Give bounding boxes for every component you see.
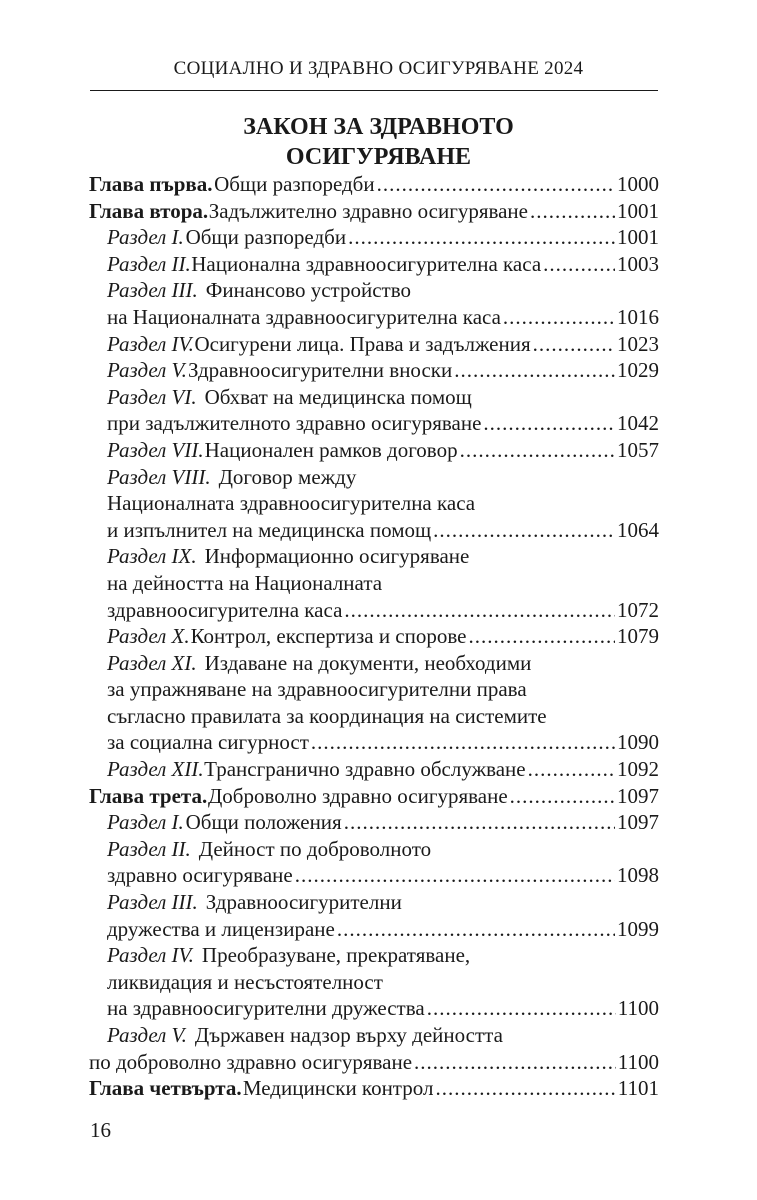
toc-page: 1001 [617,198,659,223]
toc-entry-continuation [89,729,659,756]
toc-label: Глава втора. [89,198,209,223]
toc-entry-section [89,836,659,863]
toc-entry-continuation [89,916,659,943]
toc-text: Държавен надзор върху дейността [194,1023,503,1047]
law-title-line-2: ОСИГУРЯВАНЕ [285,144,472,170]
toc-text: ликвидация и несъстоятелност [107,969,383,994]
toc-entry-continuation [89,597,659,624]
toc-label: Глава първа. [89,172,213,196]
toc-entry-section [89,437,659,464]
toc-text: Договор между [218,464,357,489]
toc-text: Задължително здравно осигуряване [208,198,528,223]
toc-entry-section [89,357,659,384]
toc-leader [433,517,615,544]
toc-text: на здравноосигурителни дружества [107,996,425,1021]
toc-label: Раздел IV. [107,943,194,968]
toc-entry-continuation [89,410,659,437]
toc-entry-continuation [89,304,659,331]
toc-leader [530,198,615,225]
toc-page: 1098 [617,863,659,888]
toc-text: Издаване на документи, необходими [204,650,532,675]
toc-entry-chapter-1 [89,171,659,198]
toc-page: 1090 [617,730,659,755]
law-title-line-1: ЗАКОН ЗА ЗДРАВНОТО [243,114,514,140]
toc-text: Трансгранично здравно обслужване [204,757,526,782]
toc-label: Раздел II. [107,836,191,861]
toc-text: дружества и лицензиране [107,916,335,941]
toc-leader [543,251,615,278]
toc-page: 1029 [617,358,659,383]
toc-entry-section [89,942,659,969]
toc-entry-section [89,224,659,251]
toc-text: Здравноосигурителни [205,890,402,915]
toc-entry-section [89,251,659,278]
header-rule [90,90,658,91]
toc-page: 1099 [617,916,659,941]
toc-text: за социална сигурност [107,730,309,755]
toc-entry-chapter-3 [89,783,659,810]
page-number: 16 [90,1118,111,1142]
toc-entry-section [89,331,659,358]
toc-label: Раздел IX. [107,544,197,569]
toc-entry-section [89,623,659,650]
toc-text: Преобразуване, прекратяване, [201,943,471,968]
toc-text: Национална здравноосигурителна каса [191,251,542,276]
toc-entry-continuation [89,703,659,730]
toc-label: Раздел X. [107,624,190,649]
toc-leader [348,224,615,251]
law-title [0,112,757,172]
toc-text: съгласно правилата за координация на системите [107,703,547,728]
toc-label: Раздел V. [107,1023,187,1047]
toc-text: Общи положения [185,810,342,835]
toc-entry-continuation [89,969,659,996]
toc-entry-section [89,756,659,783]
toc-page: 1000 [617,172,659,196]
toc-leader [503,304,615,331]
toc-leader [468,623,615,650]
toc-page: 1057 [617,437,659,462]
toc-text: Обхват на медицинска помощ [204,384,472,409]
toc-entry-section [89,889,659,916]
toc-label: Раздел VI. [107,384,197,409]
toc-text: Контрол, експертиза и спорове [190,624,467,649]
toc-text: Дейност по доброволното [198,836,432,861]
toc-page: 1042 [617,411,659,436]
toc-text: Финансово устройство [205,278,411,303]
toc-text: Общи разпоредби [214,172,375,196]
toc-entry-section [89,464,659,491]
running-head: СОЦИАЛНО И ЗДРАВНО ОСИГУРЯВАНЕ 2024 [173,58,584,79]
toc-leader [510,783,615,810]
toc-text: Осигурени лица. Права и задължения [194,331,531,356]
toc-label: Раздел III. [107,890,198,915]
toc-page: 1097 [617,810,659,835]
toc-leader [454,357,615,384]
toc-entry-section [89,809,659,836]
toc-entry-continuation [89,570,659,597]
toc-text: при задължителното здравно осигуряване [107,411,482,436]
toc-entry-continuation [89,995,659,1022]
toc-page: 1079 [617,624,659,649]
toc-leader [344,597,615,624]
toc-label: Раздел V. [107,358,187,383]
toc-text: по доброволно здравно осигуряване [89,1049,413,1074]
toc-page: 1097 [617,783,659,808]
toc-label: Раздел I. [107,225,184,250]
toc-entry-chapter-2 [89,198,659,225]
toc-label: Раздел IV. [107,331,194,356]
toc-leader [377,171,615,198]
toc-label: Глава трета. [89,783,208,808]
toc-label: Раздел XI. [107,650,197,675]
toc-entry-chapter-4 [89,1075,659,1102]
toc-leader [460,437,615,464]
toc-page: 1001 [617,225,659,250]
toc-text: Общи разпоредби [185,225,347,250]
toc-text: Медицински контрол [242,1076,434,1101]
toc-page: 1003 [617,251,659,276]
toc-text: и изпълнител на медицинска помощ [107,517,432,542]
toc-text: Здравноосигурителни вноски [187,358,453,383]
toc-entry-section [89,650,659,677]
toc-leader [337,916,615,943]
toc-page: 1100 [617,1049,659,1074]
toc-label: Раздел XII. [107,757,204,782]
toc-entry-continuation [89,676,659,703]
toc-page: 1101 [617,1076,659,1101]
toc-label: Глава четвърта. [89,1076,242,1101]
toc-text: Информационно осигуряване [204,544,470,569]
toc-leader [528,756,615,783]
toc-leader [295,862,615,889]
toc-text: за упражняване на здравноосигурителни права [107,677,527,702]
toc-text: на Националната здравноосигурителна каса [107,304,501,329]
toc-leader [435,1075,615,1102]
toc-text: на дейността на Националната [107,570,383,595]
toc-leader [414,1049,616,1076]
toc-page: 1092 [617,757,659,782]
table-of-contents [89,171,659,1102]
toc-label: Раздел VII. [107,437,204,462]
toc-label: Раздел III. [107,278,198,303]
toc-leader [427,995,616,1022]
toc-entry-section [89,1022,659,1049]
toc-page: 1100 [617,996,659,1021]
toc-entry-continuation [89,517,659,544]
toc-leader [344,809,615,836]
toc-leader [311,729,615,756]
toc-page: 1016 [617,304,659,329]
toc-entry-continuation [89,1049,659,1076]
toc-page: 1023 [617,331,659,356]
toc-entry-section [89,543,659,570]
toc-text: Доброволно здравно осигуряване [207,783,508,808]
toc-entry-continuation [89,862,659,889]
toc-page: 1072 [617,597,659,622]
toc-label: Раздел II. [107,251,191,276]
toc-entry-section [89,384,659,411]
toc-page: 1064 [617,517,659,542]
toc-leader [483,410,615,437]
toc-entry-section [89,277,659,304]
toc-text: здравноосигурителна каса [107,597,343,622]
toc-text: здравно осигуряване [107,863,293,888]
toc-leader [533,331,615,358]
toc-label: Раздел I. [107,810,184,835]
toc-text: Национален рамков договор [204,437,458,462]
toc-label: Раздел VIII. [107,464,211,489]
toc-entry-continuation [89,490,659,517]
toc-text: Националната здравноосигурителна каса [107,491,476,516]
